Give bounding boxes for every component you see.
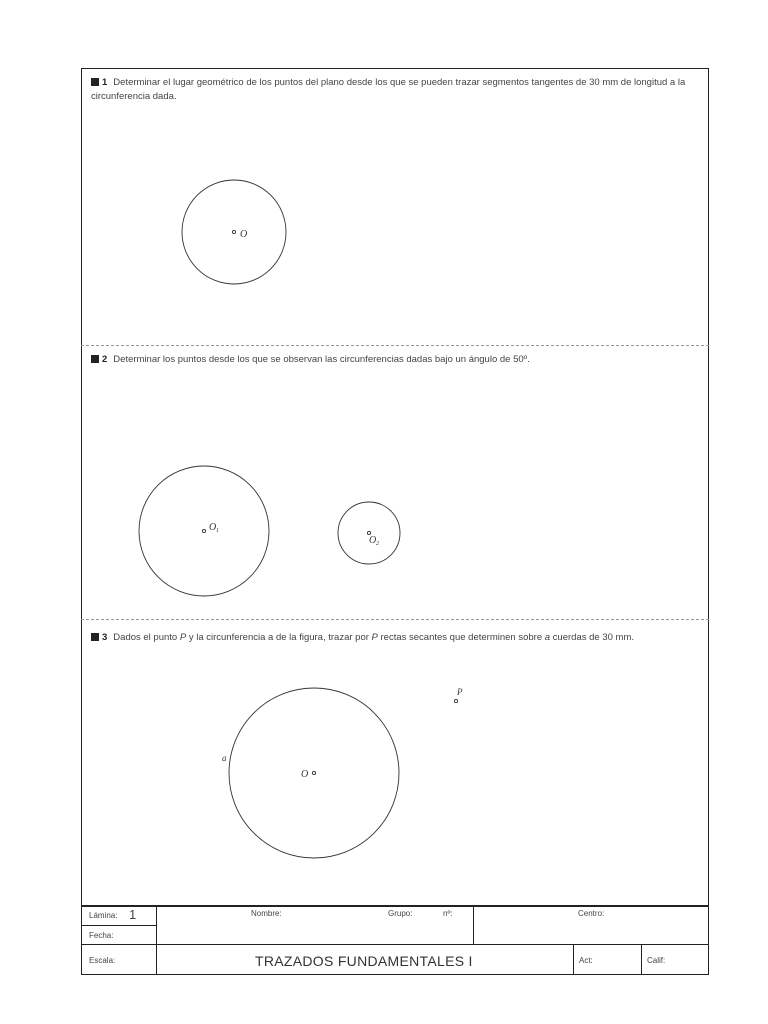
title-block-lamina-rule [82, 925, 156, 926]
problem-3-circle-label: a [222, 753, 227, 763]
title-block-col-rule-2 [473, 905, 474, 944]
title-block-top-rule [82, 905, 709, 907]
problem-2-circle-1 [139, 466, 269, 596]
fecha-label: Fecha: [89, 931, 114, 940]
problem-3-center-label: O [301, 769, 309, 780]
lamina-label: Lámina: [89, 911, 118, 920]
title-block-mid-rule [82, 944, 709, 945]
problem-2-center-1-subscript: 1 [216, 528, 219, 534]
act-label: Act: [579, 956, 593, 965]
problem-2-center-1-point [202, 529, 205, 532]
title-block-col-rule-4 [641, 944, 642, 975]
escala-label: Escala: [89, 956, 116, 965]
centro-label: Centro: [578, 909, 605, 918]
problem-2-number: 2 [102, 354, 108, 365]
problem-2-circle-2 [338, 502, 400, 564]
problem-1-center-point [232, 230, 235, 233]
problem-3-point-p [454, 699, 457, 702]
grupo-label: Grupo: [388, 909, 413, 918]
problem-1-circle [182, 180, 286, 284]
nombre-label: Nombre: [251, 909, 282, 918]
title-block-col-rule-1 [156, 905, 157, 975]
problem-1-center-label: O [240, 229, 248, 240]
problem-3-number: 3 [102, 632, 108, 643]
problem-1-number: 1 [102, 77, 108, 88]
problem-3-p-var: P [179, 632, 187, 643]
numero-label: nº: [443, 909, 453, 918]
sheet-title: TRAZADOS FUNDAMENTALES I [255, 953, 473, 969]
problem-3-text-b: y la circunferencia a de la figura, trazar por [186, 632, 372, 643]
problem-3-text-d: cuerdas de 30 mm. [550, 632, 635, 643]
lamina-value: 1 [129, 907, 137, 922]
problem-3-p-var-2: P [371, 632, 378, 643]
problem-1-statement: Determinar el lugar geométrico de los puntos del plano desde los que se pueden trazar segmentos tangentes de 30 mm de longitud a la circunferencia dada. [91, 77, 686, 102]
problem-3-center-point [312, 771, 315, 774]
problem-3-circle-a [229, 688, 399, 858]
title-block-col-rule-3 [573, 944, 574, 975]
problem-2-center-2-label: O [369, 535, 377, 546]
problem-2-center-2-subscript: 2 [376, 541, 379, 547]
problem-3-text-a: Dados el punto [113, 632, 180, 643]
problem-2-center-1-label: O [209, 522, 217, 533]
problem-3-point-label: P [457, 687, 463, 697]
problem-3-text-c: rectas secantes que determinen sobre [377, 632, 545, 643]
calif-label: Calif: [647, 956, 666, 965]
problem-3-a-var: a [544, 632, 551, 643]
problem-2-statement: Determinar los puntos desde los que se observan las circunferencias dadas bajo un ángulo de 50º. [113, 354, 530, 365]
